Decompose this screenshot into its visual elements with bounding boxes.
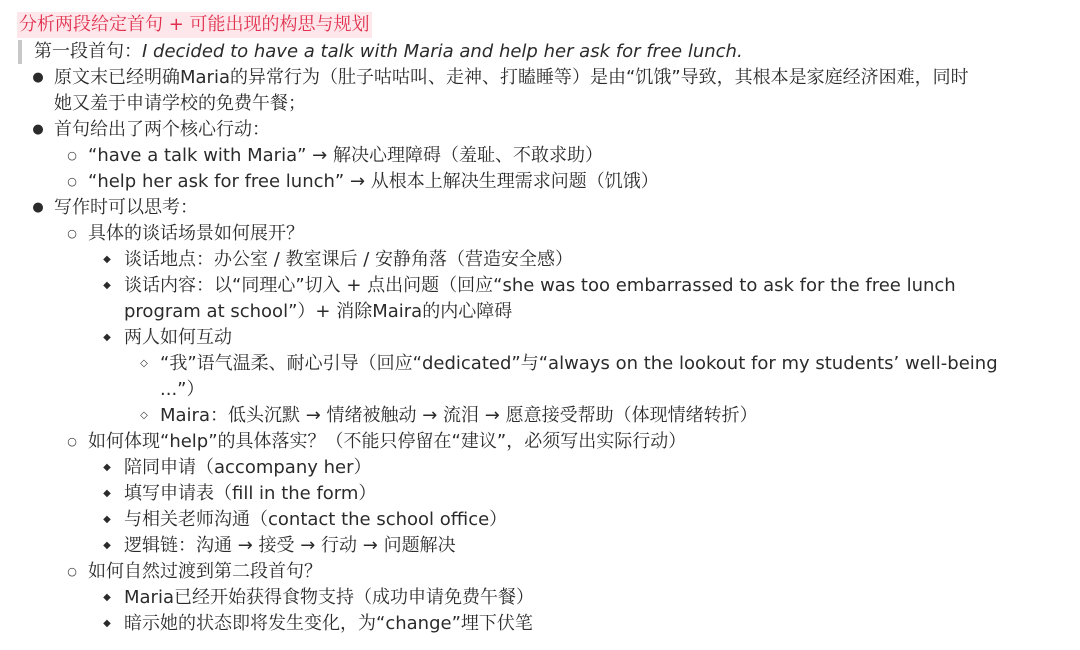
highlighted-heading: 分析两段给定首句 + 可能出现的构思与规划: [17, 12, 372, 38]
list-item-text: 谈话内容：以“同理心”切入 + 点出问题（回应“she was too embarrassed to ask for the free lunch: [124, 275, 956, 296]
list-item-text: “我”语气温柔、耐心引导（回应“dedicated”与“always on the lookout for my students’ well-being: [160, 353, 998, 374]
list-item-text: 具体的谈话场景如何展开？: [88, 223, 304, 244]
list-item-text: “have a talk with Maria” → 解决心理障碍（羞耻、不敢求助）: [88, 145, 603, 166]
bullet-diamond-icon: ◆: [103, 592, 111, 603]
first-sentence-text: I decided to have a talk with Maria and help her ask for free lunch.: [142, 41, 743, 62]
bullet-diamond-icon: ◆: [103, 280, 111, 291]
first-sentence-quote: [18, 40, 743, 64]
bullet-disc-icon: ●: [32, 200, 44, 215]
bullet-hollow-diamond-icon: ◇: [140, 410, 148, 421]
list-item-text: 谈话地点：办公室 / 教室课后 / 安静角落（营造安全感）: [124, 249, 574, 270]
bullet-diamond-icon: ◆: [103, 462, 111, 473]
bullet-diamond-icon: ◆: [103, 488, 111, 499]
list-item-text: 她又羞于申请学校的免费午餐；: [54, 93, 306, 114]
list-item-text: 填写申请表（fill in the form）: [124, 483, 377, 504]
list-item-text: Maria已经开始获得食物支持（成功申请免费午餐）: [124, 587, 534, 608]
list-item-text: “help her ask for free lunch” → 从根本上解决生理需求问题（饥饿）: [88, 171, 659, 192]
list-item-text: 与相关老师沟通（contact the school office）: [124, 509, 508, 530]
list-item-text: Maira：低头沉默 → 情绪被触动 → 流泪 → 愿意接受帮助（体现情绪转折）: [160, 405, 758, 426]
bullet-diamond-icon: ◆: [103, 332, 111, 343]
list-item-text: 两人如何互动: [124, 327, 232, 348]
bullet-diamond-icon: ◆: [103, 514, 111, 525]
list-item-text: program at school”）+ 消除Maira的内心障碍: [124, 301, 513, 322]
bullet-circle-icon: ○: [67, 565, 77, 578]
bullet-diamond-icon: ◆: [103, 618, 111, 629]
bullet-disc-icon: ●: [32, 70, 44, 85]
list-item-text: 原文末已经明确Maria的异常行为（肚子咕咕叫、走神、打瞌睡等）是由“饥饿”导致，其根本是家庭经济困难，同时: [54, 67, 969, 88]
bullet-circle-icon: ○: [67, 227, 77, 240]
list-item-text: 如何自然过渡到第二段首句？: [88, 561, 322, 582]
bullet-diamond-icon: ◆: [103, 540, 111, 551]
list-item-text: ...”）: [160, 379, 205, 400]
list-item-text: 写作时可以思考：: [54, 197, 198, 218]
list-item-text: 暗示她的状态即将发生变化，为“change”埋下伏笔: [124, 613, 533, 634]
bullet-diamond-icon: ◆: [103, 254, 111, 265]
list-item-text: 陪同申请（accompany her）: [124, 457, 372, 478]
bullet-circle-icon: ○: [67, 435, 77, 448]
bullet-circle-icon: ○: [67, 175, 77, 188]
bullet-circle-icon: ○: [67, 149, 77, 162]
list-item-text: 如何体现“help”的具体落实？（不能只停留在“建议”，必须写出实际行动）: [88, 431, 687, 452]
bullet-disc-icon: ●: [32, 122, 44, 137]
first-sentence-label: 第一段首句：: [34, 41, 142, 62]
list-item-text: 首句给出了两个核心行动：: [54, 119, 270, 140]
bullet-hollow-diamond-icon: ◇: [140, 358, 148, 369]
list-item-text: 逻辑链：沟通 → 接受 → 行动 → 问题解决: [124, 535, 456, 556]
